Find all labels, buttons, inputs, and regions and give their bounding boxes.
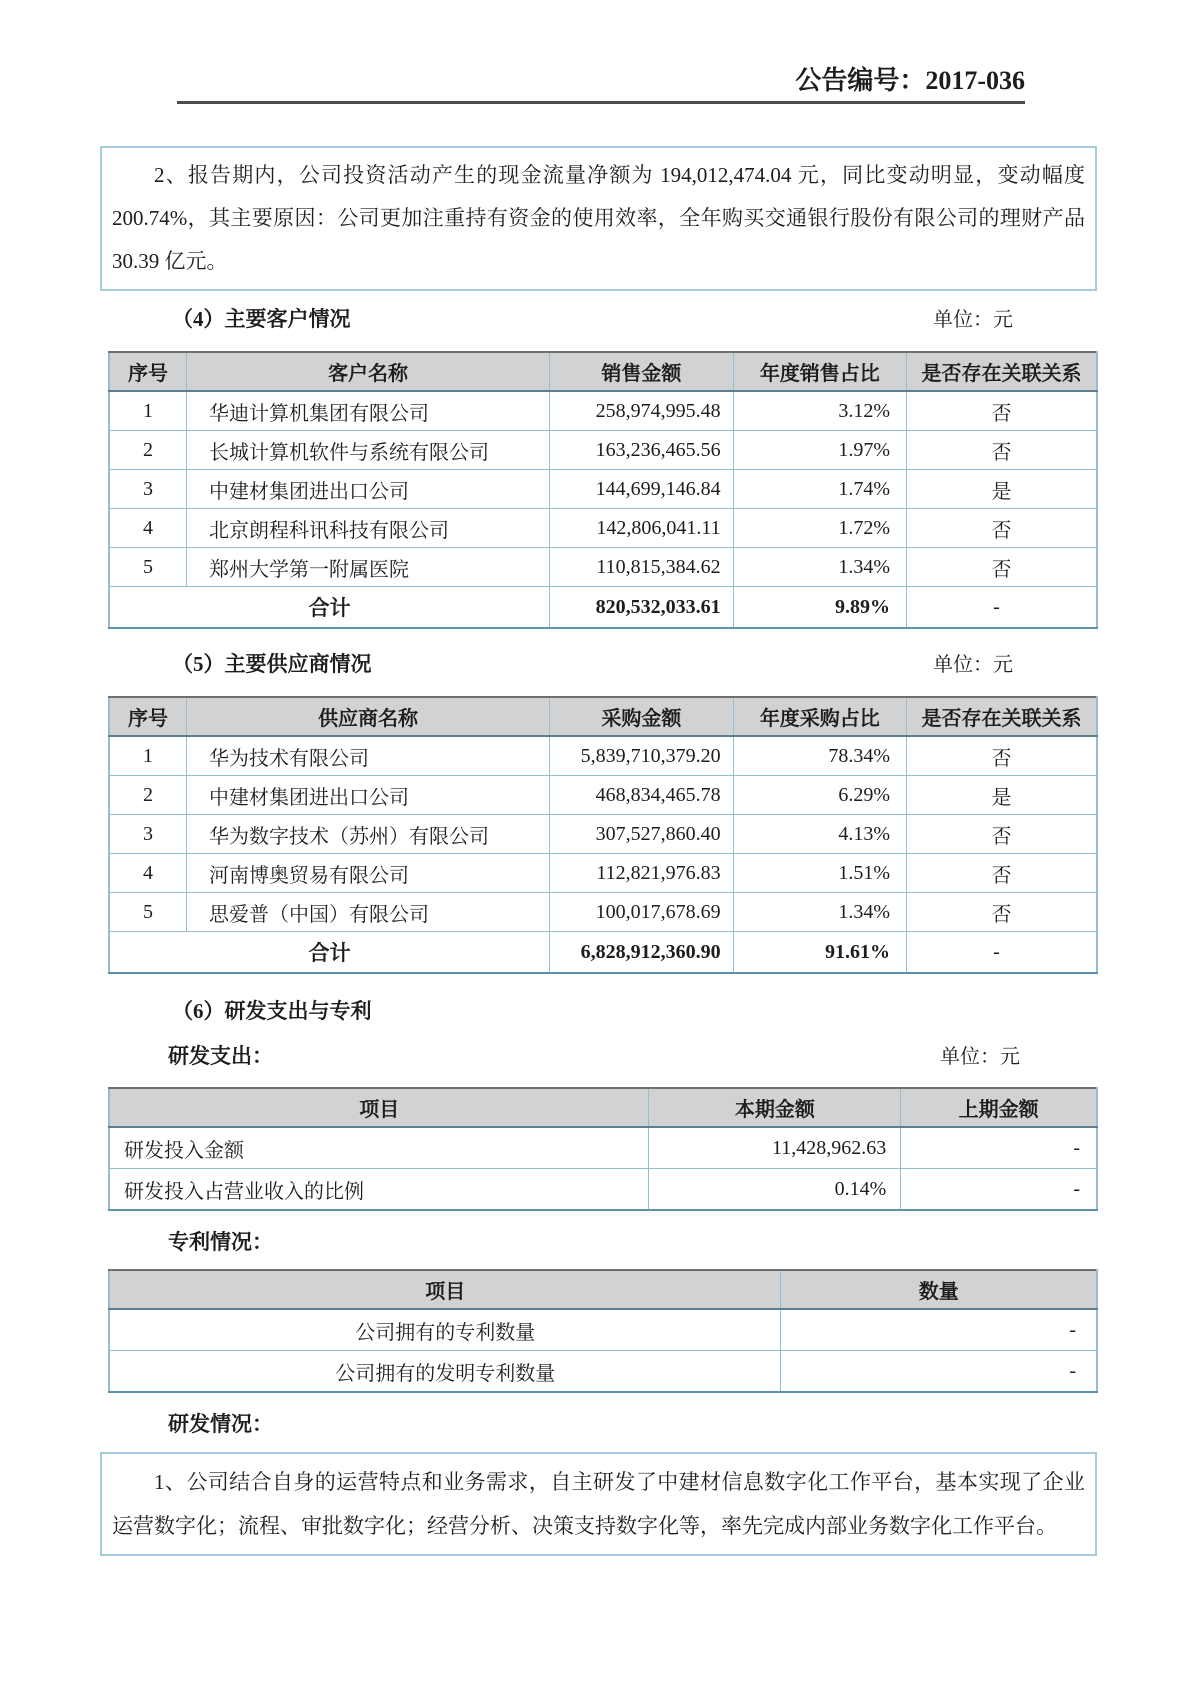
table-cell: 5 (109, 548, 186, 587)
table-cell: 0.14% (649, 1169, 901, 1211)
column-header: 年度采购占比 (733, 697, 906, 736)
table-cell: 258,974,995.48 (550, 391, 734, 431)
table-cell: 1 (109, 736, 186, 776)
column-header: 数量 (781, 1270, 1097, 1309)
table-total-row (109, 932, 1097, 974)
table-cell: 1.34% (733, 548, 906, 587)
patents-label: 专利情况： (168, 1230, 273, 1254)
table-row (109, 815, 1097, 854)
table-total-cell: 91.61% (733, 932, 906, 974)
table-row (109, 509, 1097, 548)
table-total-cell: 820,532,033.61 (550, 587, 734, 629)
table-cell: 468,834,465.78 (550, 776, 734, 815)
table-cell: 否 (906, 391, 1097, 431)
table-cell: 307,527,860.40 (550, 815, 734, 854)
column-header: 项目 (109, 1270, 781, 1309)
table-cell: 2 (109, 431, 186, 470)
table-header-row (109, 697, 1097, 736)
rd-section-title: （6）研发支出与专利 (172, 999, 372, 1023)
table-cell: 华迪计算机集团有限公司 (186, 391, 549, 431)
table-row (109, 431, 1097, 470)
table-cell: 4 (109, 509, 186, 548)
table-cell: 3.12% (733, 391, 906, 431)
table-cell: - (781, 1351, 1097, 1393)
suppliers-section-title: （5）主要供应商情况 (172, 652, 372, 676)
table-cell: 华为数字技术（苏州）有限公司 (186, 815, 549, 854)
table-cell: 是 (906, 776, 1097, 815)
table-cell: 4.13% (733, 815, 906, 854)
table-cell: 否 (906, 854, 1097, 893)
table-cell: 北京朗程科讯科技有限公司 (186, 509, 549, 548)
table-cell: 华为技术有限公司 (186, 736, 549, 776)
suppliers-section-header (172, 648, 1013, 678)
table-cell: 3 (109, 470, 186, 509)
table-cell: 1.97% (733, 431, 906, 470)
rd-expense-table (108, 1087, 1098, 1211)
table-cell: 110,815,384.62 (550, 548, 734, 587)
table-cell: 否 (906, 548, 1097, 587)
table-row (109, 548, 1097, 587)
table-cell: 1.34% (733, 893, 906, 932)
suppliers-unit-label: 单位：元 (933, 654, 1013, 676)
table-total-cell: - (906, 932, 1097, 974)
table-cell: 6.29% (733, 776, 906, 815)
table-cell: 142,806,041.11 (550, 509, 734, 548)
table-cell: 公司拥有的发明专利数量 (109, 1351, 781, 1393)
rd-expense-label: 研发支出： (168, 1044, 273, 1068)
table-cell: 163,236,465.56 (550, 431, 734, 470)
column-header: 供应商名称 (186, 697, 549, 736)
column-header: 是否存在关联关系 (906, 352, 1097, 391)
table-total-cell: - (906, 587, 1097, 629)
table-row (109, 893, 1097, 932)
table-cell: 否 (906, 509, 1097, 548)
table-cell: 否 (906, 431, 1097, 470)
table-cell: 112,821,976.83 (550, 854, 734, 893)
table-cell: 中建材集团进出口公司 (186, 470, 549, 509)
column-header: 客户名称 (186, 352, 549, 391)
customers-unit-label: 单位：元 (933, 309, 1013, 331)
table-cell: 研发投入金额 (109, 1127, 649, 1169)
table-total-label: 合计 (109, 587, 550, 629)
table-header-row (109, 1088, 1097, 1127)
table-header-row (109, 352, 1097, 391)
table-cell: 5 (109, 893, 186, 932)
table-cell: 研发投入占营业收入的比例 (109, 1169, 649, 1211)
table-cell: 是 (906, 470, 1097, 509)
announcement-number: 公告编号：2017-036 (795, 66, 1025, 95)
suppliers-table (108, 696, 1098, 974)
table-cell: 1.51% (733, 854, 906, 893)
table-total-cell: 6,828,912,360.90 (550, 932, 734, 974)
table-row (109, 1309, 1097, 1351)
table-cell: 郑州大学第一附属医院 (186, 548, 549, 587)
table-cell: 长城计算机软件与系统有限公司 (186, 431, 549, 470)
rd-status-label: 研发情况： (168, 1412, 273, 1436)
column-header: 本期金额 (649, 1088, 901, 1127)
table-cell: 78.34% (733, 736, 906, 776)
cash-flow-summary-box (100, 146, 1097, 291)
table-cell: - (901, 1127, 1097, 1169)
column-header: 序号 (109, 697, 186, 736)
header-rule (177, 101, 1025, 104)
table-cell: 4 (109, 854, 186, 893)
table-cell: - (901, 1169, 1097, 1211)
column-header: 是否存在关联关系 (906, 697, 1097, 736)
rd-status-text: 1、公司结合自身的运营特点和业务需求，自主研发了中建材信息数字化工作平台，基本实现了企业运营数字化；流程、审批数字化；经营分析、决策支持数字化等，率先完成内部业务数字化工作平台。 (112, 1470, 1085, 1538)
cash-flow-summary-text: 2、报告期内，公司投资活动产生的现金流量净额为 194,012,474.04 元，同比变动明显，变动幅度200.74%，其主要原因：公司更加注重持有资金的使用效率，全年购买交通银行股份有限公司的理财产品30.39 亿元。 (112, 163, 1085, 273)
table-row (109, 1127, 1097, 1169)
table-cell: 2 (109, 776, 186, 815)
table-cell: 3 (109, 815, 186, 854)
table-cell: 否 (906, 893, 1097, 932)
table-row (109, 391, 1097, 431)
table-cell: 否 (906, 736, 1097, 776)
customers-section-header (172, 303, 1013, 333)
table-cell: 1.72% (733, 509, 906, 548)
rd-status-box (100, 1452, 1097, 1556)
table-total-cell: 9.89% (733, 587, 906, 629)
table-cell: 河南博奥贸易有限公司 (186, 854, 549, 893)
table-row (109, 1169, 1097, 1211)
column-header: 采购金额 (550, 697, 734, 736)
customers-table (108, 351, 1098, 629)
rd-section-header (172, 995, 1013, 1025)
table-cell: 11,428,962.63 (649, 1127, 901, 1169)
table-cell: 1 (109, 391, 186, 431)
table-total-label: 合计 (109, 932, 550, 974)
table-cell: 5,839,710,379.20 (550, 736, 734, 776)
column-header: 销售金额 (550, 352, 734, 391)
table-cell: 1.74% (733, 470, 906, 509)
column-header: 序号 (109, 352, 186, 391)
table-cell: 否 (906, 815, 1097, 854)
table-row (109, 776, 1097, 815)
table-row (109, 854, 1097, 893)
table-cell: 中建材集团进出口公司 (186, 776, 549, 815)
patents-table (108, 1269, 1098, 1393)
rd-expense-header (168, 1040, 1020, 1070)
column-header: 项目 (109, 1088, 649, 1127)
table-row (109, 470, 1097, 509)
table-cell: - (781, 1309, 1097, 1351)
table-total-row (109, 587, 1097, 629)
table-row (109, 736, 1097, 776)
column-header: 上期金额 (901, 1088, 1097, 1127)
table-cell: 公司拥有的专利数量 (109, 1309, 781, 1351)
column-header: 年度销售占比 (733, 352, 906, 391)
customers-section-title: （4）主要客户情况 (172, 307, 351, 331)
table-cell: 144,699,146.84 (550, 470, 734, 509)
rd-unit-label: 单位：元 (940, 1046, 1020, 1068)
table-cell: 100,017,678.69 (550, 893, 734, 932)
table-header-row (109, 1270, 1097, 1309)
table-cell: 思爱普（中国）有限公司 (186, 893, 549, 932)
table-row (109, 1351, 1097, 1393)
